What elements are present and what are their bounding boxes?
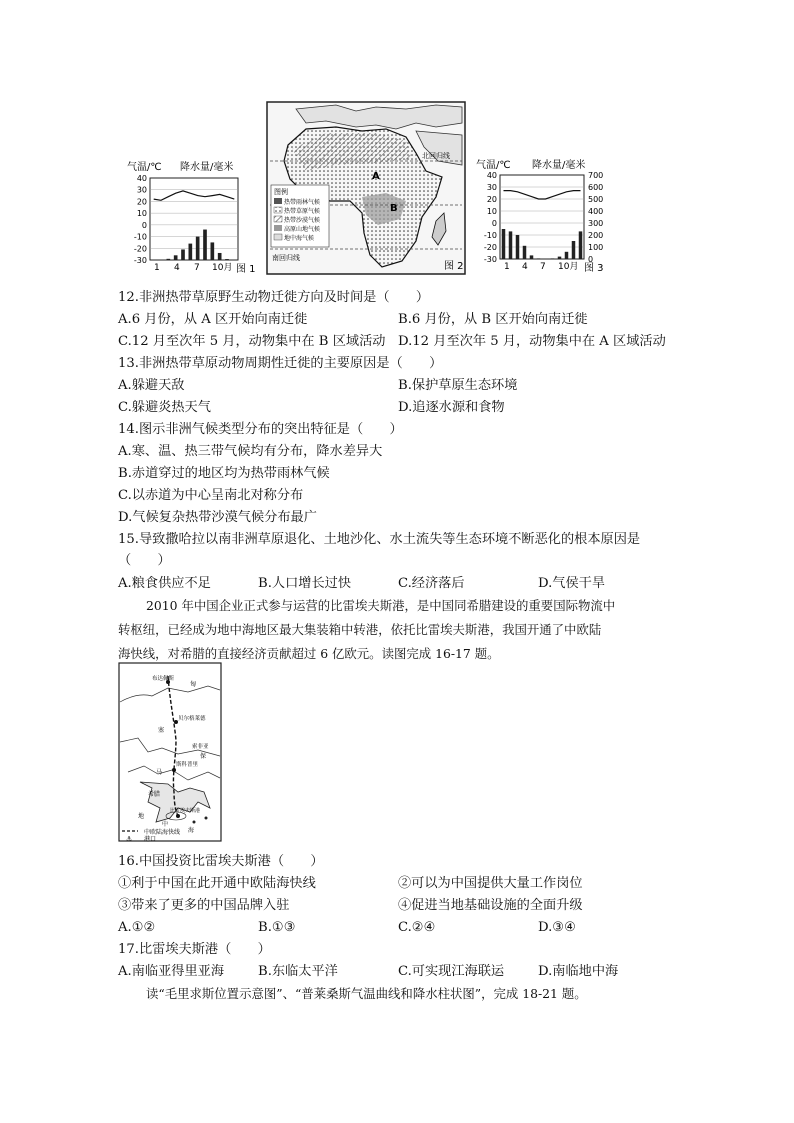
q17-option-a: A.南临亚得里亚海 bbox=[118, 964, 225, 979]
fig3-temp-tick: 40 bbox=[486, 171, 497, 180]
piraeus-marker bbox=[176, 814, 180, 818]
figure-1-svg bbox=[118, 158, 264, 276]
fig1-label: 图 1 bbox=[236, 264, 256, 275]
fig3-temp-tick: 20 bbox=[486, 195, 497, 204]
greece-map-label: 布达佩斯 bbox=[152, 676, 175, 682]
fig3-precip-bar bbox=[558, 257, 562, 259]
fig3-temp-ticks bbox=[484, 171, 497, 264]
fig1-precip-bars bbox=[152, 230, 236, 260]
fig3-precip-bar bbox=[502, 229, 506, 259]
q14-option-a: A.寒、温、热三带气候均有分布，降水差异大 bbox=[118, 444, 383, 459]
figure-3-climate-chart bbox=[470, 157, 630, 275]
legend-port-label: 港口 bbox=[144, 836, 157, 842]
q13-stem: 13.非洲热带草原动物周期性迁徙的主要原因是（ ） bbox=[118, 356, 443, 371]
fig1-temp-tick: 30 bbox=[136, 185, 147, 195]
fig3-precip-bar bbox=[509, 231, 513, 259]
fig1-temp-axis-label: 气温/℃ bbox=[127, 162, 162, 173]
fig2-legend-swatch bbox=[274, 207, 282, 213]
q13-option-b: B.保护草原生态环境 bbox=[398, 378, 518, 393]
greece-map-label: 匈 bbox=[190, 681, 197, 688]
fig1-precip-bar bbox=[196, 237, 200, 260]
greece-map-label: 地 bbox=[138, 813, 145, 820]
figure-3-svg bbox=[470, 157, 630, 275]
passage-line-3: 海快线，对希腊的直接经济贡献超过 6 亿欧元。读图完成 16-17 题。 bbox=[118, 646, 500, 661]
greece-map-label: 比雷埃夫斯港 bbox=[170, 808, 201, 814]
fig1-temp-tick: 0 bbox=[141, 220, 147, 230]
q15-option-a: A.粮食供应不足 bbox=[118, 576, 211, 591]
fig1-temp-tick: -10 bbox=[133, 232, 147, 242]
q13-option-d: D.追逐水源和食物 bbox=[398, 400, 505, 415]
fig3-precip-bar bbox=[572, 241, 576, 259]
fig3-label: 图 3 bbox=[584, 263, 604, 274]
q16-stem: 16.中国投资比雷埃夫斯港（ ） bbox=[118, 854, 324, 869]
q12-option-a: A.6 月份，从 A 区开始向南迁徙 bbox=[118, 312, 308, 327]
fig2-legend-item: 地中海气候 bbox=[284, 235, 315, 242]
greece-map-label: 马 bbox=[156, 769, 163, 776]
fig1-temp-tick: 40 bbox=[136, 174, 147, 183]
fig1-precip-bar bbox=[189, 244, 193, 260]
q16-statement-2: ②可以为中国提供大量工作岗位 bbox=[398, 876, 583, 891]
legend-port-icon: ⚓ bbox=[126, 835, 133, 842]
q14-option-b: B.赤道穿过的地区均为热带雨林气候 bbox=[118, 466, 330, 481]
instruction-18-21: 读“毛里求斯位置示意图”、“普莱桑斯气温曲线和降水柱状图”，完成 18-21 题。 bbox=[146, 986, 587, 1001]
fig1-precip-bar bbox=[203, 230, 207, 260]
q13-option-a: A.躲避天敌 bbox=[118, 378, 185, 393]
fig3-precip-bar bbox=[523, 246, 527, 259]
fig3-month-tick: 10月 bbox=[558, 262, 579, 272]
fig2-legend-item: 热带沙漠气候 bbox=[284, 217, 321, 224]
q12-option-d: D.12 月至次年 5 月，动物集中在 A 区域活动 bbox=[398, 334, 666, 349]
fig1-temp-ticks bbox=[134, 174, 147, 265]
fig3-precip-tick: 200 bbox=[588, 231, 604, 240]
q12-stem: 12.非洲热带草原野生动物迁徙方向及时间是（ ） bbox=[118, 290, 430, 305]
q17-option-c: C.可实现江海联运 bbox=[398, 964, 505, 979]
q16-statement-4: ④促进当地基础设施的全面升级 bbox=[398, 898, 583, 913]
greece-map-svg bbox=[118, 662, 222, 842]
q17-stem: 17.比雷埃夫斯港（ ） bbox=[118, 942, 271, 957]
figure-2-svg bbox=[266, 101, 466, 275]
fig3-precip-axis-label: 降水量/毫米 bbox=[532, 160, 586, 171]
fig3-precip-bar bbox=[579, 231, 583, 259]
greece-map-label: 海 bbox=[188, 827, 195, 834]
fig1-temp-curve bbox=[154, 191, 235, 200]
q12-option-c: C.12 月至次年 5 月，动物集中在 B 区域活动 bbox=[118, 334, 386, 349]
fig1-month-tick: 10月 bbox=[212, 263, 233, 273]
greece-map-label: 斯科普里 bbox=[176, 762, 199, 768]
fig3-plot-frame bbox=[500, 175, 584, 259]
greece-route-map bbox=[118, 662, 222, 842]
q14-option-c: C.以赤道为中心呈南北对称分布 bbox=[118, 488, 304, 503]
skopje-marker bbox=[172, 768, 176, 772]
q15-option-d: D.气侯干旱 bbox=[538, 576, 606, 591]
fig2-legend-item: 高原山地气候 bbox=[284, 226, 321, 233]
fig3-temp-axis-label: 气温/℃ bbox=[476, 160, 511, 171]
fig1-month-tick: 1 bbox=[154, 263, 160, 273]
fig3-precip-bars bbox=[502, 229, 583, 259]
q15-option-b: B.人口增长过快 bbox=[258, 576, 352, 591]
fig1-precip-bar bbox=[225, 259, 229, 260]
fig1-temp-tick: -20 bbox=[133, 244, 147, 254]
q16-statement-1: ①利于中国在此开通中欧陆海快线 bbox=[118, 876, 316, 891]
fig3-precip-bar bbox=[516, 235, 520, 259]
q14-option-d: D.气候复杂热带沙漠气候分布最广 bbox=[118, 510, 317, 525]
q16-statement-3: ③带来了更多的中国品牌入驻 bbox=[118, 898, 290, 913]
q16-option-c: C.②④ bbox=[398, 920, 436, 935]
q15-stem-bracket: （ ） bbox=[118, 553, 171, 568]
fig2-region-b: B bbox=[390, 203, 398, 214]
greece-map-label: 塞 bbox=[158, 727, 165, 734]
fig3-precip-tick: 600 bbox=[588, 183, 604, 192]
greece-map-label: 索非亚 bbox=[192, 744, 209, 750]
fig2-tropic-north-label: 北回归线 bbox=[422, 152, 450, 160]
greece-map-label: 贝尔格莱德 bbox=[178, 716, 206, 722]
legend-rail-label: 中欧陆海快线 bbox=[144, 829, 181, 836]
passage-line-1: 2010 年中国企业正式参与运营的比雷埃夫斯港，是中国同希腊建设的重要国际物流中 bbox=[146, 598, 616, 613]
q17-option-d: D.南临地中海 bbox=[538, 964, 619, 979]
q14-stem: 14.图示非洲气候类型分布的突出特征是（ ） bbox=[118, 422, 403, 437]
fig3-precip-tick: 100 bbox=[588, 243, 604, 252]
fig2-region-a: A bbox=[372, 171, 380, 182]
fig2-tropic-south-label: 南回归线 bbox=[272, 254, 300, 262]
fig3-precip-tick: 500 bbox=[588, 195, 604, 204]
q15-stem: 15.导致撒哈拉以南非洲草原退化、土地沙化、水土流失等生态环境不断恶化的根本原因是 bbox=[118, 532, 641, 547]
figure-1-climate-chart bbox=[118, 158, 264, 276]
greece-map-label: 希腊 bbox=[148, 791, 161, 798]
fig3-temp-tick: 10 bbox=[486, 207, 497, 216]
q16-option-b: B.①③ bbox=[258, 920, 296, 935]
q13-option-c: C.躲避炎热天气 bbox=[118, 400, 211, 415]
greece-island bbox=[205, 817, 208, 820]
q15-option-c: C.经济落后 bbox=[398, 576, 465, 591]
fig1-precip-bar bbox=[218, 253, 222, 260]
fig2-legend-swatch bbox=[274, 198, 282, 204]
fig3-temp-tick: 0 bbox=[491, 219, 497, 228]
fig1-precip-bar bbox=[181, 249, 185, 260]
fig3-temp-tick: -30 bbox=[483, 255, 497, 264]
q17-option-b: B.东临太平洋 bbox=[258, 964, 338, 979]
fig3-precip-ticks bbox=[588, 171, 603, 264]
q16-option-d: D.③④ bbox=[538, 920, 576, 935]
fig2-legend-title: 图例 bbox=[274, 188, 288, 196]
fig2-legend-item: 热带雨林气候 bbox=[284, 199, 321, 206]
fig2-label: 图 2 bbox=[444, 261, 464, 272]
fig3-temp-tick: -10 bbox=[483, 231, 497, 240]
fig1-gridlines bbox=[150, 190, 238, 249]
fig3-temp-tick: 30 bbox=[486, 183, 497, 192]
greece-map-label: 保 bbox=[200, 753, 207, 760]
fig3-month-tick: 7 bbox=[540, 262, 546, 272]
fig1-precip-bar bbox=[211, 242, 215, 260]
fig1-plot-frame bbox=[150, 178, 238, 260]
fig1-temp-tick: 20 bbox=[136, 197, 147, 207]
fig3-gridlines bbox=[500, 187, 584, 247]
greece-map-label: 中 bbox=[162, 821, 169, 828]
fig3-precip-bar bbox=[530, 255, 534, 259]
q16-option-a: A.①② bbox=[118, 920, 156, 935]
greece-island bbox=[193, 821, 196, 824]
fig3-month-tick: 1 bbox=[504, 262, 510, 272]
fig3-temp-tick: -20 bbox=[483, 243, 497, 252]
passage-line-2: 转枢纽，已经成为地中海地区最大集装箱中转港，依托比雷埃夫斯港，我国开通了中欧陆 bbox=[118, 622, 602, 637]
fig1-precip-bar bbox=[174, 255, 178, 260]
figure-2-africa-map bbox=[266, 101, 466, 275]
fig3-precip-tick: 300 bbox=[588, 219, 604, 228]
fig1-temp-tick: -30 bbox=[133, 256, 147, 265]
fig1-temp-tick: 10 bbox=[136, 209, 147, 219]
fig1-precip-axis-label: 降水量/毫米 bbox=[180, 162, 234, 173]
fig2-legend-item: 热带草原气候 bbox=[284, 208, 321, 215]
fig3-precip-tick: 700 bbox=[588, 171, 604, 180]
fig1-month-tick: 4 bbox=[174, 263, 180, 273]
fig1-precip-bar bbox=[167, 259, 171, 260]
fig1-month-tick: 7 bbox=[194, 263, 200, 273]
fig3-precip-bar bbox=[565, 252, 569, 259]
fig3-precip-bar bbox=[551, 258, 555, 259]
fig2-legend-swatch bbox=[274, 216, 282, 222]
fig3-precip-tick: 400 bbox=[588, 207, 604, 216]
q12-option-b: B.6 月份，从 B 区开始向南迁徙 bbox=[398, 312, 588, 327]
fig3-precip-bar bbox=[537, 258, 541, 259]
fig3-temp-curve bbox=[504, 191, 581, 199]
fig2-legend-swatch bbox=[274, 225, 282, 231]
fig2-legend-swatch bbox=[274, 234, 282, 240]
fig3-precip-tick: 0 bbox=[588, 255, 594, 264]
fig3-month-tick: 4 bbox=[522, 262, 528, 272]
